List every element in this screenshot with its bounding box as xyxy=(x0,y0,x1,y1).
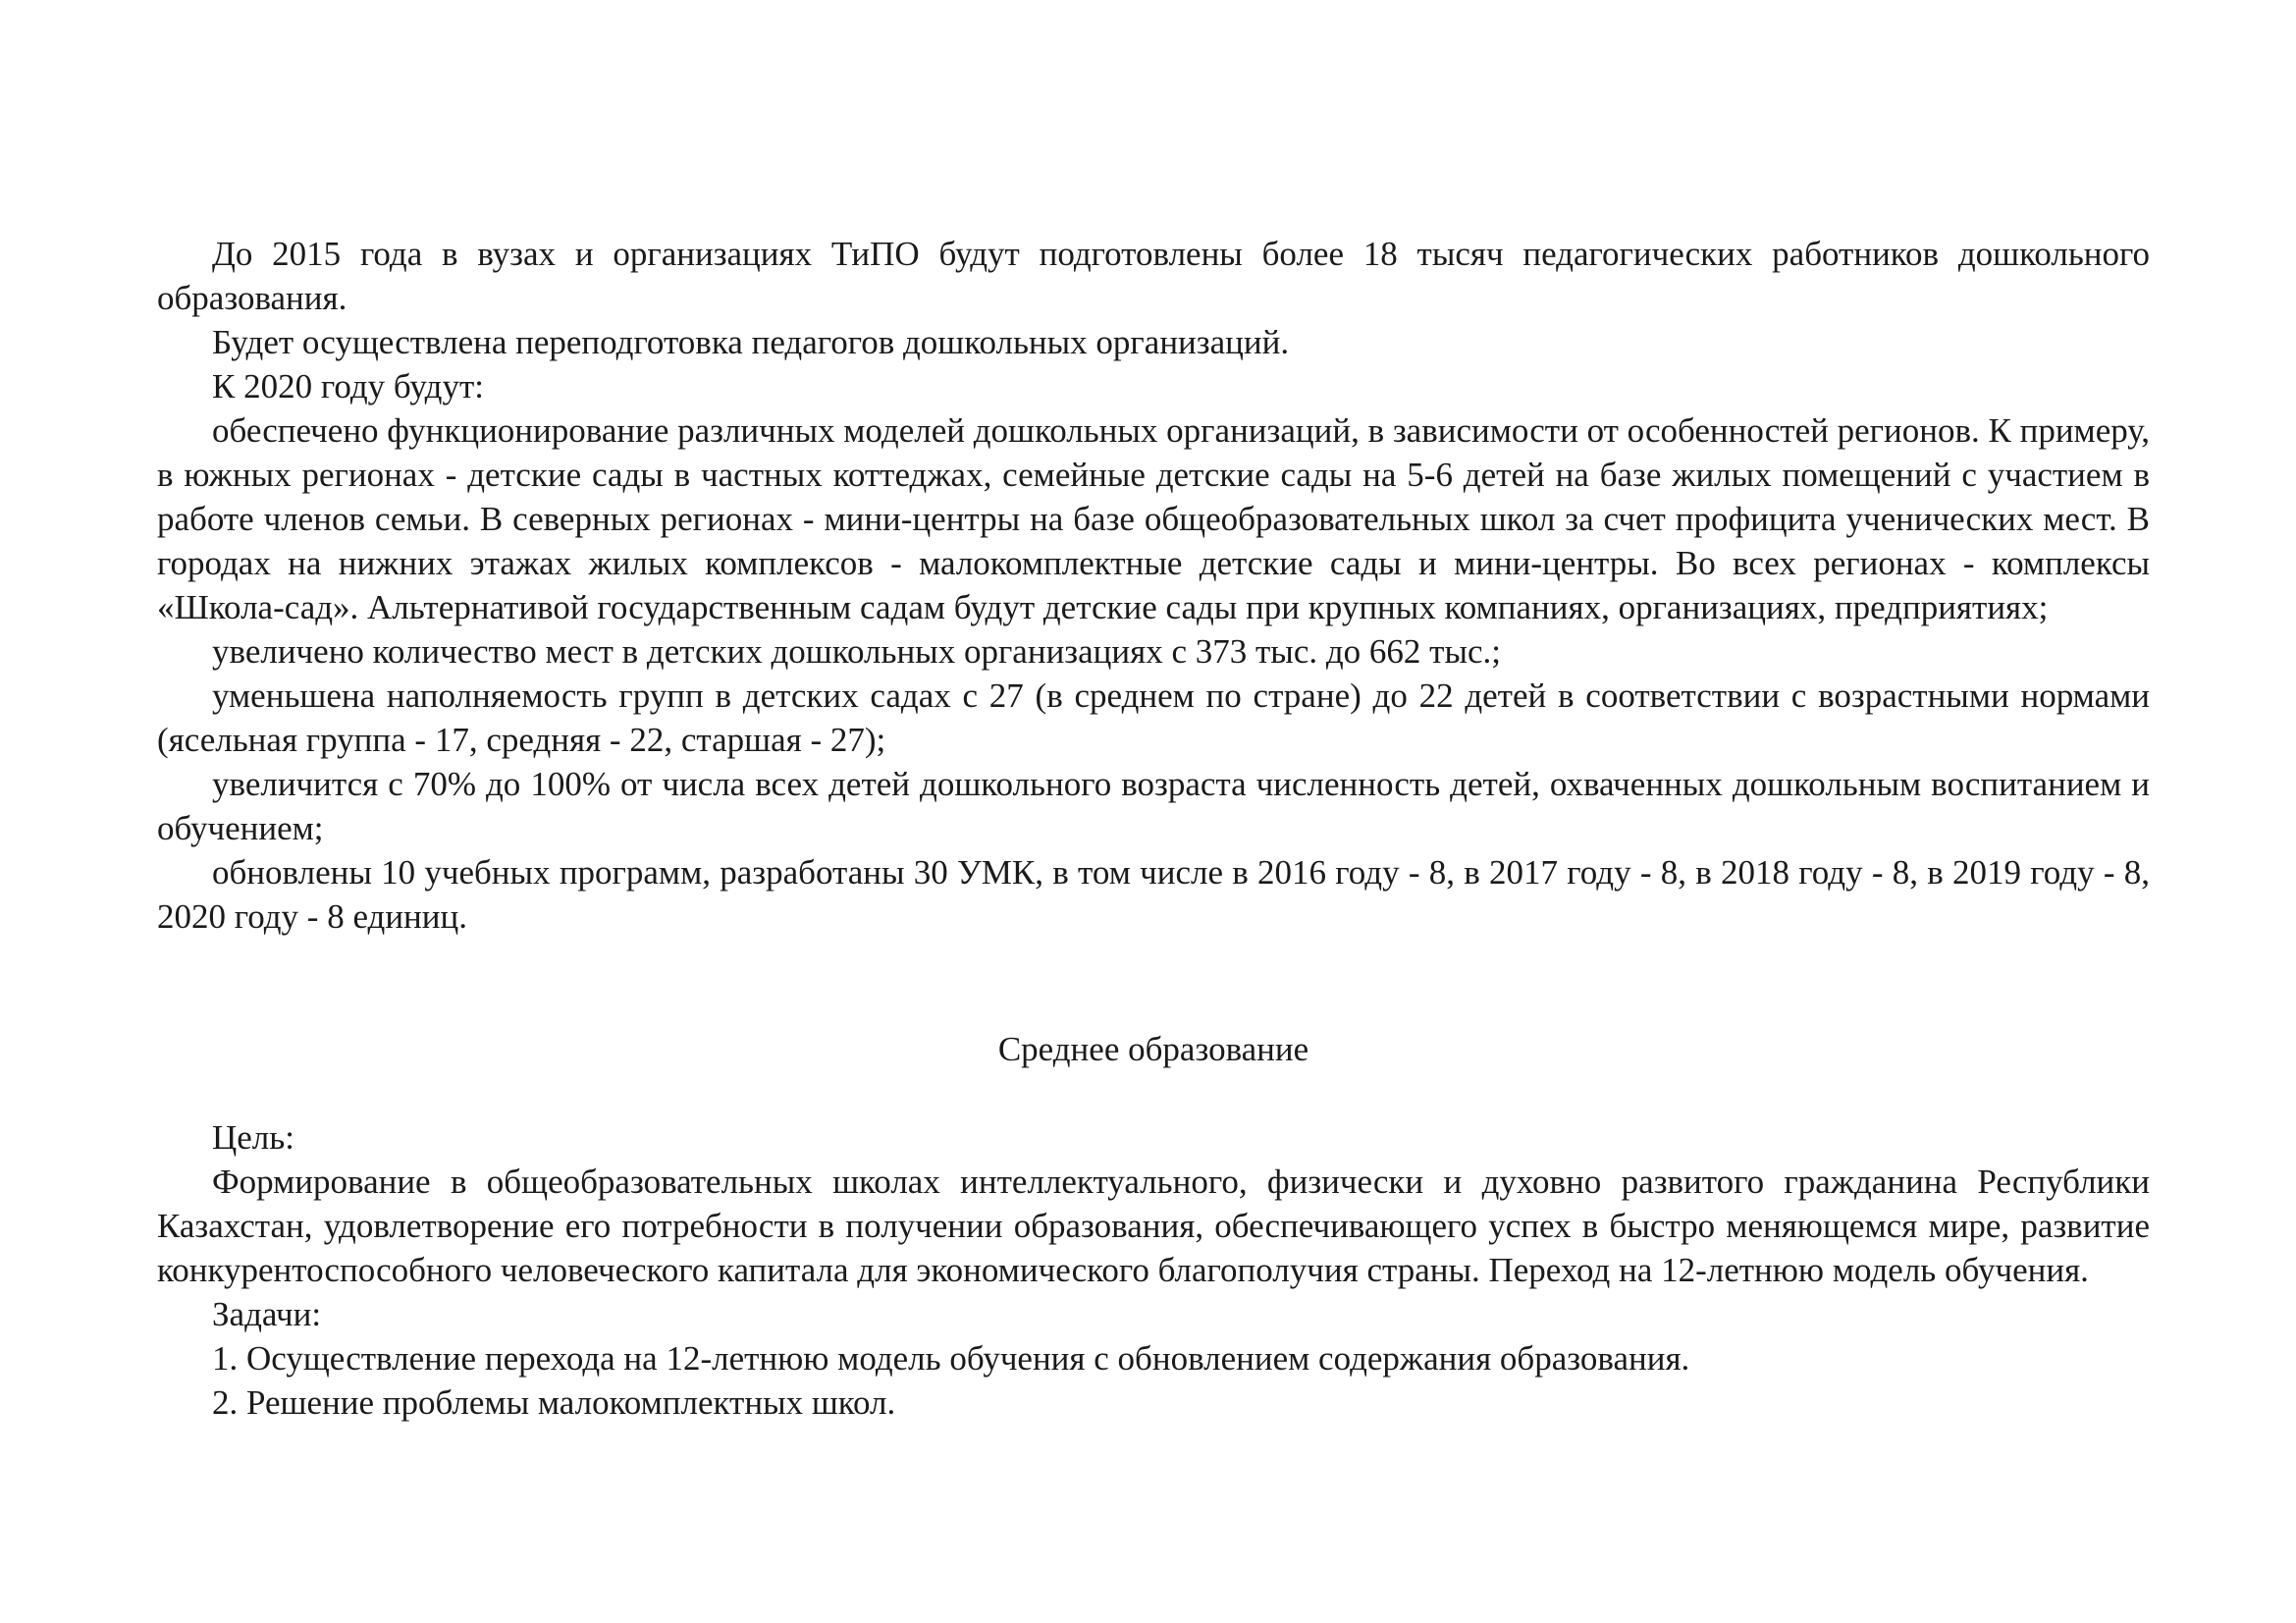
paragraph-tasks-label: Задачи: xyxy=(212,1295,322,1333)
paragraph-teacher-training-2015: До 2015 года в вузах и организациях ТиПО будут подготовлены более 18 тысяч педагогических работников дошкольного образования. xyxy=(157,235,2150,317)
paragraph-task-1: 1. Осуществление перехода на 12-летнюю модель обучения с обновлением содержания образования. xyxy=(212,1339,1690,1378)
paragraph-retraining: Будет осуществлена переподготовка педагогов дошкольных организаций. xyxy=(212,323,1290,361)
document-body xyxy=(157,232,2150,1425)
section-heading-secondary-education: Среднее образование xyxy=(997,1030,1309,1068)
spacer xyxy=(157,939,2150,1027)
paragraph-goal-text: Формирование в общеобразовательных школах интеллектуального, физически и духовно развитого гражданина Республики Казахстан, удовлетворение его потребности в получении образования, обеспечивающего успех в быстро меняющемся мире, развитие конкурентоспособного человеческого капитала для экономического благополучия страны. Переход на 12-летнюю модель обучения. xyxy=(157,1163,2150,1289)
paragraph-task-2: 2. Решение проблемы малокомплектных школ. xyxy=(212,1383,896,1422)
paragraph-coverage: увеличится с 70% до 100% от числа всех детей дошкольного возраста численность детей, охваченных дошкольным воспитанием и обучением; xyxy=(157,765,2150,847)
paragraph-programs-updated: обновлены 10 учебных программ, разработаны 30 УМК, в том числе в 2016 году - 8, в 2017 году - 8, в 2018 году - 8, в 2019 году - 8, 2020 году - 8 единиц. xyxy=(157,853,2150,936)
spacer xyxy=(157,1071,2150,1115)
paragraph-group-size: уменьшена наполняемость групп в детских садах с 27 (в среднем по стране) до 22 детей в соответствии с возрастными нормами (ясельная группа - 17, средняя - 22, старшая - 27); xyxy=(157,676,2150,759)
paragraph-goal-label: Цель: xyxy=(212,1118,294,1157)
paragraph-preschool-models: обеспечено функционирование различных моделей дошкольных организаций, в зависимости от особенностей регионов. К примеру, в южных регионах - детские сады в частных коттеджах, семейные детские сады на 5-6 детей на базе жилых помещений с участием в работе членов семьи. В северных регионах - мини-центры на базе общеобразовательных школ за счет профицита ученических мест. В городах на нижних этажах жилых комплексов - малокомплектные детские сады и мини-центры. Во всех регионах - комплексы «Школа-сад». Альтернативой государственным садам будут детские сады при крупных компаниях, организациях, предприятиях; xyxy=(157,411,2151,626)
paragraph-by-2020: К 2020 году будут: xyxy=(212,367,484,406)
paragraph-places-increase: увеличено количество мест в детских дошкольных организациях с 373 тыс. до 662 тыс.; xyxy=(212,632,1501,671)
